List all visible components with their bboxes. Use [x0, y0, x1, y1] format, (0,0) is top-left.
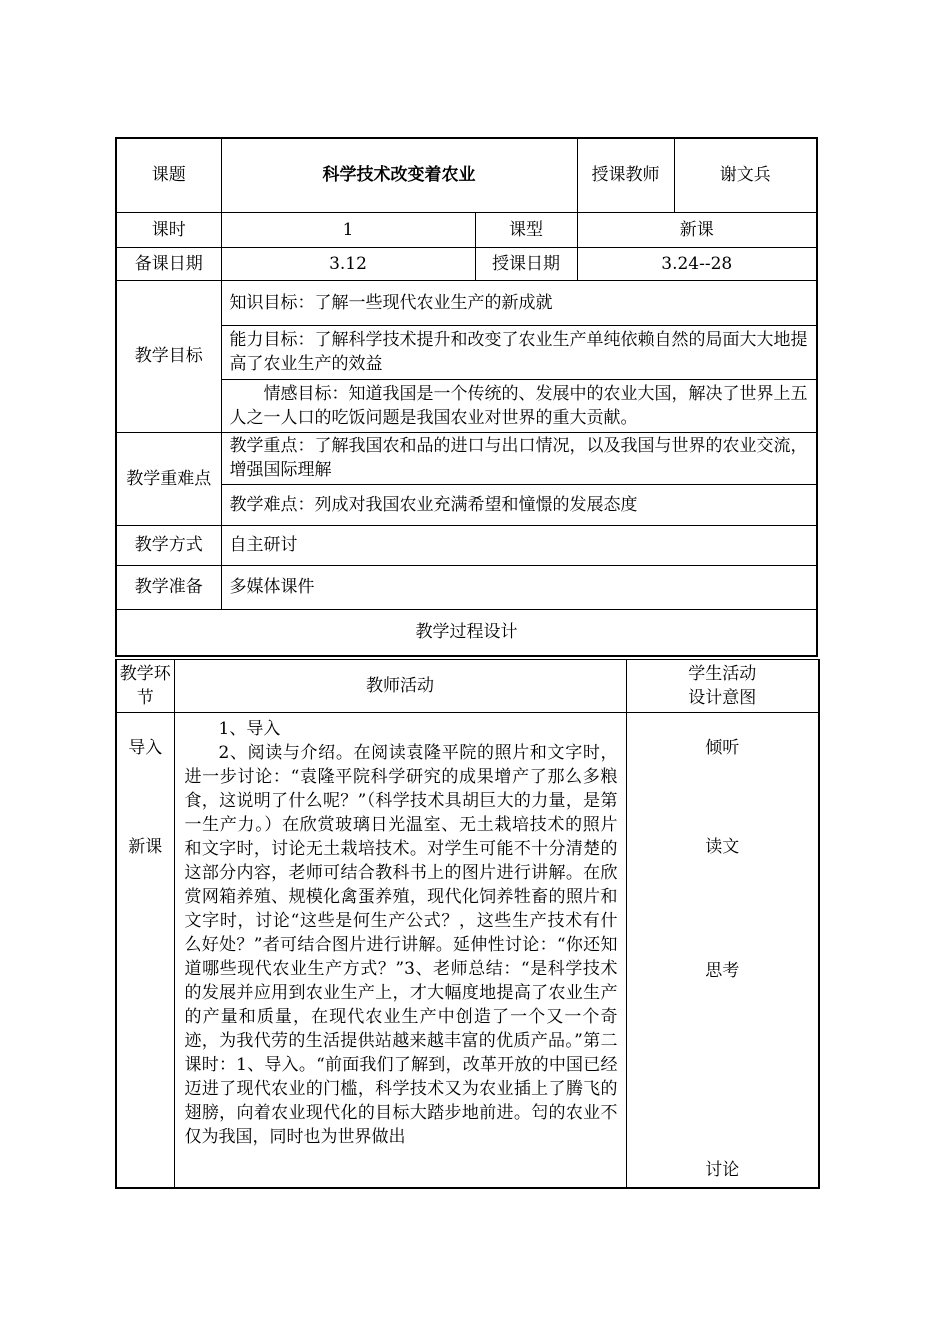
teacher-body: 2、阅读与介绍。在阅读袁隆平院的照片和文字时，进一步讨论：“袁隆平院科学研究的成果增产了那么多粮食，这说明了什么呢？”（科学技术具胡巨大的力量，是第一生产力。）在欣赏玻璃日光温室、无土栽培技术的照片和文字时，讨论无土栽培技术。对学生可能不十分清楚的这部分内容，老师可结合教科书上的图片进行讲解。在欣赏网箱养殖、规模化禽蛋养殖，现代化饲养牲畜的照片和文字时，讨论“这些是何生产公式？，这些生产技术有什么好处？”者可结合图片进行讲解。延伸性讨论：“你还知道哪些现代农业生产方式？”3、老师总结：“是科学技术的发展并应用到农业生产上，才大幅度地提高了农业生产的产量和质量，在现代农业生产中创造了一个又一个奇迹，为我代劳的生活提供站越来越丰富的优质产品。”第二课时：1、导入。“前面我们了解到，改革开放的中国已经迈进了现代农业的门槛，科学技术又为农业插上了腾飞的翅膀，向着农业现代化的目标大踏步地前进。匄的农业不仅为我国，同时也为世界做出 — [184, 743, 618, 1147]
student-activity-cell — [626, 713, 819, 1188]
method-label: 教学方式 — [116, 525, 221, 565]
lesson-type-value: 新课 — [577, 212, 817, 247]
col-stage-header — [116, 660, 174, 713]
period-label: 课时 — [116, 212, 221, 247]
preparation-label: 教学准备 — [116, 565, 221, 609]
student-activity-2: 读文 — [705, 837, 740, 857]
process-table — [115, 659, 820, 1189]
goals-label: 教学目标 — [116, 280, 221, 432]
process-title: 教学过程设计 — [116, 609, 817, 656]
prep-date-label: 备课日期 — [116, 247, 221, 280]
goal-emotion: 情感目标：知道我国是一个传统的、发展中的农业大国，解决了世界上五人之一人口的吃饭问题是我国农业对世界的重大贡献。 — [221, 379, 817, 432]
prep-date-value: 3.12 — [221, 247, 475, 280]
lesson-info-table — [115, 137, 818, 657]
period-value: 1 — [221, 212, 475, 247]
key-points-label: 教学重难点 — [116, 432, 221, 525]
stage-cell — [116, 713, 174, 1188]
preparation-value: 多媒体课件 — [221, 565, 817, 609]
col-stage-text: 教学环节 — [119, 664, 171, 708]
student-activity-1: 倾听 — [705, 738, 740, 758]
key-focus: 教学重点：了解我国农和品的进口与出口情况，以及我国与世界的农业交流，增强国际理解 — [221, 432, 817, 484]
teacher-label: 授课教师 — [577, 138, 674, 212]
stage-new: 新课 — [128, 837, 163, 857]
teacher-value: 谢文兵 — [674, 138, 817, 212]
goal-ability: 能力目标：了解科学技术提升和改变了农业生产单纯依赖自然的局面大大地提高了农业生产的效益 — [221, 325, 817, 379]
col-student-header — [626, 660, 819, 713]
teach-date-label: 授课日期 — [475, 247, 577, 280]
key-difficulty: 教学难点：列成对我国农业充满希望和憧憬的发展态度 — [221, 484, 817, 525]
goal-knowledge: 知识目标：了解一些现代农业生产的新成就 — [221, 280, 817, 325]
student-stack — [627, 713, 819, 1183]
teach-date-value: 3.24--28 — [577, 247, 817, 280]
method-value: 自主研讨 — [221, 525, 817, 565]
teacher-line1: 1、导入 — [218, 719, 281, 739]
lesson-type-label: 课型 — [475, 212, 577, 247]
col-student-line2: 设计意图 — [688, 688, 757, 708]
col-teacher-header: 教师活动 — [174, 660, 626, 713]
stage-stack — [119, 713, 172, 1183]
teacher-activity-cell — [174, 713, 626, 1188]
topic-value: 科学技术改变着农业 — [221, 138, 577, 212]
topic-label: 课题 — [116, 138, 221, 212]
stage-intro: 导入 — [128, 738, 163, 758]
student-activity-3: 思考 — [705, 961, 740, 981]
col-student-line1: 学生活动 — [688, 664, 757, 684]
student-activity-4: 讨论 — [705, 1160, 740, 1180]
